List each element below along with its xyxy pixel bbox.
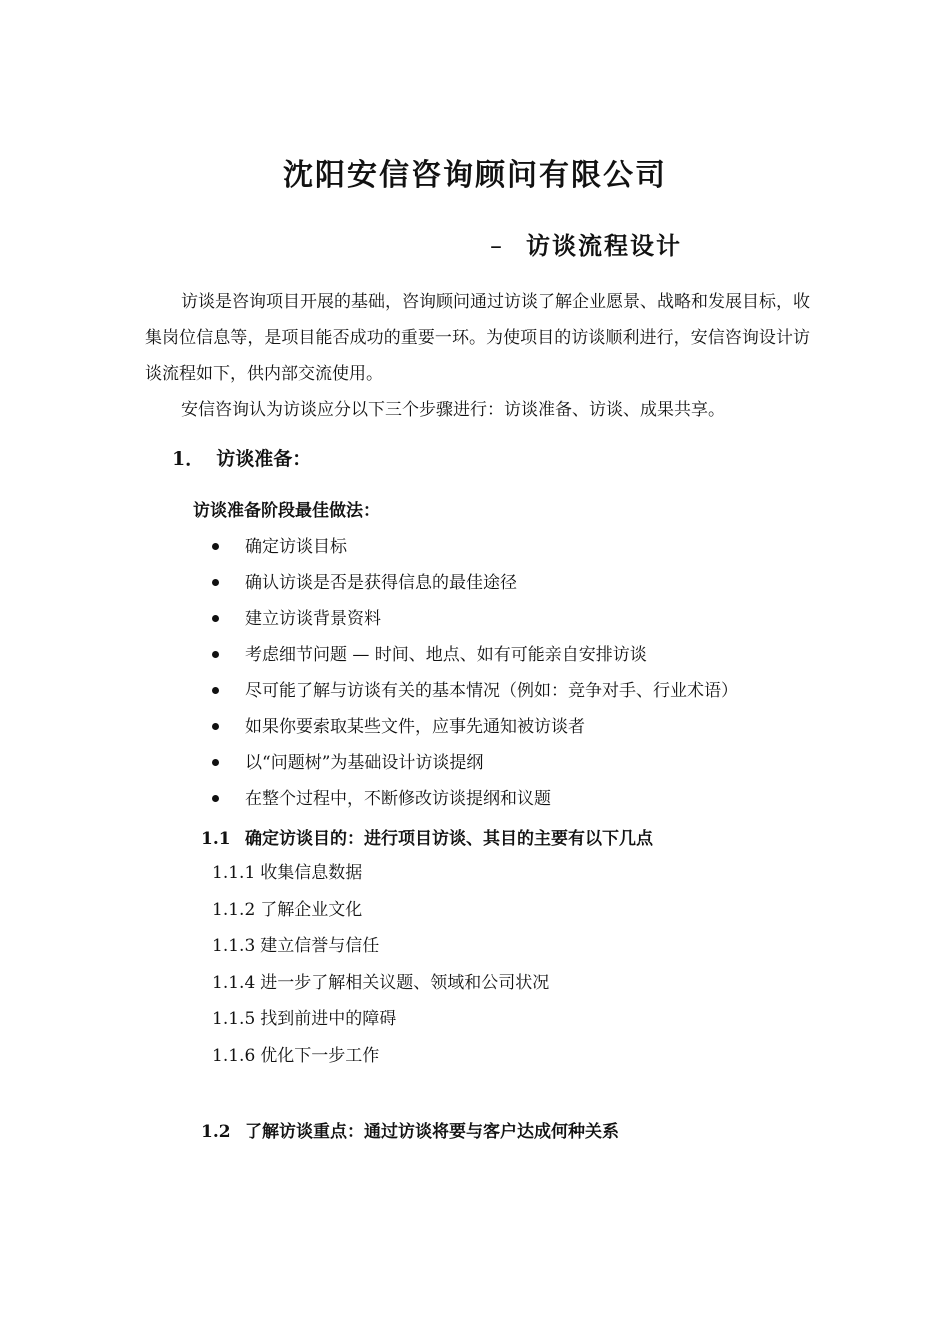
bullet-icon bbox=[212, 687, 219, 694]
section-1-heading bbox=[172, 444, 311, 471]
list-item-number: 1.1.4 bbox=[212, 972, 256, 993]
list-item-text: 了解企业文化 bbox=[260, 899, 363, 920]
section-1-title: 访谈准备： bbox=[216, 448, 312, 470]
list-item bbox=[212, 709, 738, 745]
bullet-icon bbox=[212, 795, 219, 802]
list-item bbox=[212, 673, 738, 709]
list-item-number: 1.1.3 bbox=[212, 936, 256, 957]
section-1-1-heading bbox=[201, 824, 653, 849]
list-item-text: 确认访谈是否是获得信息的最佳途径 bbox=[245, 573, 517, 593]
list-item-text: 进一步了解相关议题、领域和公司状况 bbox=[260, 972, 550, 993]
list-item-text: 以“问题树”为基础设计访谈提纲 bbox=[245, 753, 484, 773]
section-1-2-heading bbox=[201, 1117, 619, 1142]
list-item bbox=[212, 1038, 549, 1075]
list-item-text: 在整个过程中，不断修改访谈提纲和议题 bbox=[245, 789, 551, 809]
list-item-text: 尽可能了解与访谈有关的基本情况（例如：竞争对手、行业术语） bbox=[245, 681, 738, 701]
section-1-number: 1． bbox=[172, 448, 205, 470]
list-item bbox=[212, 565, 738, 601]
list-item bbox=[212, 781, 738, 817]
list-item bbox=[212, 892, 549, 929]
list-item bbox=[212, 529, 738, 565]
list-item-text: 如果你要索取某些文件，应事先通知被访谈者 bbox=[245, 717, 585, 737]
list-item bbox=[212, 965, 549, 1002]
list-item-number: 1.1.5 bbox=[212, 1009, 256, 1030]
list-item bbox=[212, 601, 738, 637]
list-item-text: 建立信誉与信任 bbox=[260, 936, 380, 957]
list-item bbox=[212, 745, 738, 781]
list-item bbox=[212, 855, 549, 892]
subtitle-dash: – bbox=[490, 232, 504, 260]
list-item-number: 1.1.2 bbox=[212, 899, 256, 920]
subtitle-text: 访谈流程设计 bbox=[526, 232, 682, 260]
steps-paragraph: 安信咨询认为访谈应分以下三个步骤进行：访谈准备、访谈、成果共享。 bbox=[181, 400, 725, 420]
company-title: 沈阳安信咨询顾问有限公司 bbox=[283, 158, 667, 193]
best-practice-label: 访谈准备阶段最佳做法： bbox=[193, 501, 380, 521]
list-item bbox=[212, 637, 738, 673]
list-item-number: 1.1.1 bbox=[212, 863, 256, 883]
bullet-icon bbox=[212, 615, 219, 622]
list-item-text: 收集信息数据 bbox=[260, 863, 363, 883]
section-1-2-title: 了解访谈重点：通过访谈将要与客户达成何种关系 bbox=[245, 1122, 619, 1142]
list-item-text: 建立访谈背景资料 bbox=[245, 609, 381, 629]
intro-paragraph: 访谈是咨询项目开展的基础，咨询顾问通过访谈了解企业愿景、战略和发展目标，收集岗位信息等，是项目能否成功的重要一环。为使项目的访谈顺利进行，安信咨询设计访谈流程如下，供内部交流使用。 bbox=[145, 292, 810, 384]
best-practice-list bbox=[212, 529, 738, 817]
bullet-icon bbox=[212, 651, 219, 658]
bullet-icon bbox=[212, 543, 219, 550]
section-1-1-number: 1.1 bbox=[201, 829, 231, 849]
bullet-icon bbox=[212, 579, 219, 586]
document-subtitle bbox=[490, 226, 682, 261]
section-1-1-title: 确定访谈目的：进行项目访谈、其目的主要有以下几点 bbox=[245, 829, 653, 849]
list-item-text: 优化下一步工作 bbox=[260, 1045, 380, 1066]
list-item-text: 找到前进中的障碍 bbox=[260, 1009, 397, 1030]
list-item bbox=[212, 928, 549, 965]
list-item-text: 考虑细节问题 — 时间、地点、如有可能亲自安排访谈 bbox=[245, 645, 647, 665]
purpose-list bbox=[212, 855, 549, 1075]
list-item-number: 1.1.6 bbox=[212, 1045, 256, 1066]
list-item bbox=[212, 1001, 549, 1038]
list-item-text: 确定访谈目标 bbox=[245, 537, 347, 557]
section-1-2-number: 1.2 bbox=[201, 1122, 231, 1142]
bullet-icon bbox=[212, 723, 219, 730]
bullet-icon bbox=[212, 759, 219, 766]
